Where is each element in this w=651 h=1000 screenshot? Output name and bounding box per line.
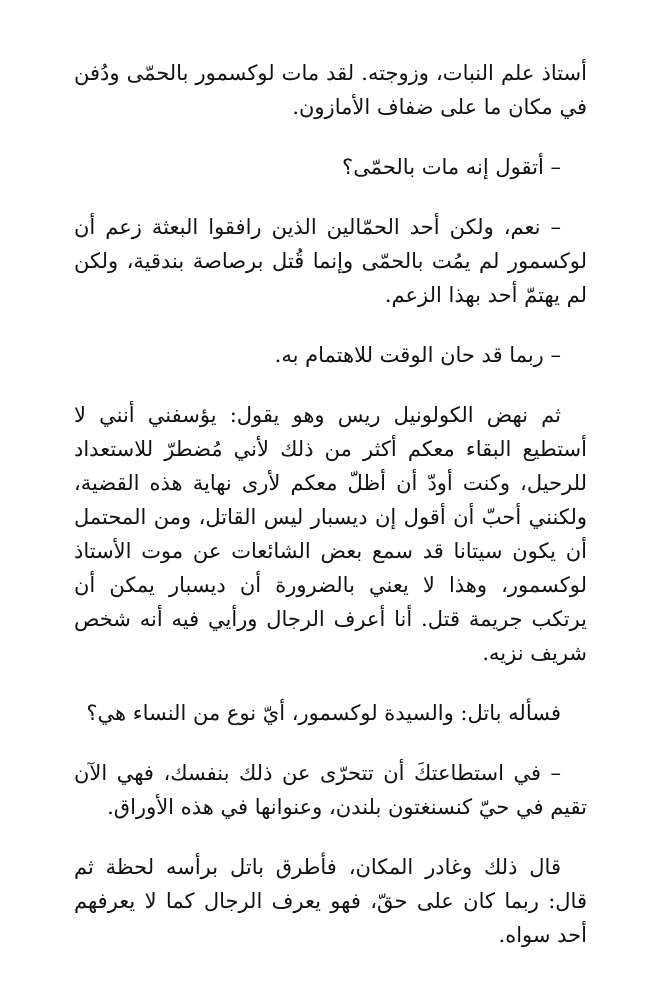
page-body-text <box>74 56 587 978</box>
paragraph-colonel-race: ثم نهض الكولونيل ريس وهو يقول: يؤسفني أنني لا أستطيع البقاء معكم أكثر من ذلك لأني مُضطرّ للاستعداد للرحيل، وكنت أودّ أن أظلّ معكم لأرى نهاية هذه القضية، ولكنني أحبّ أن أقول إن ديسبار ليس القاتل، ومن المحتمل أن يكون سيتانا قد سمع بعض الشائعات عن موت الأستاذ لوكسمور، وهذا لا يعني بالضرورة أن ديسبار يمكن أن يرتكب جريمة قتل. أنا أعرف الرجال ورأيي فيه أنه شخص شريف نزيه. <box>74 403 587 665</box>
dialogue-kensington-answer: – في استطاعتكَ أن تتحرّى عن ذلك بنفسك، فهي الآن تقيم في حيّ كنسنغتون بلندن، وعنوانها في هذه الأوراق. <box>74 761 587 819</box>
paragraph-closing: قال ذلك وغادر المكان، فأطرق باتل برأسه لحظة ثم قال: ربما كان على حقّ، فهو يعرف الرجال كما لا يعرفهم أحد سواه. <box>74 855 587 947</box>
paragraph-continuation: أستاذ علم النبات، وزوجته. لقد مات لوكسمور بالحمّى ودُفن في مكان ما على ضفاف الأمازون. <box>74 61 587 119</box>
dialogue-answer-porter-claim: – نعم، ولكن أحد الحمّالين الذين رافقوا البعثة زعم أن لوكسمور لم يمُت بالحمّى وإنما قُتل برصاصة بندقية، ولكن لم يهتمّ أحد بهذا الزعم. <box>74 215 587 307</box>
dialogue-time-to-care: – ربما قد حان الوقت للاهتمام به. <box>274 343 561 367</box>
dialogue-question-fever: – أتقول إنه مات بالحمّى؟ <box>342 155 561 179</box>
dialogue-battle-question: فسأله باتل: والسيدة لوكسمور، أيّ نوع من النساء هي؟ <box>86 701 561 725</box>
